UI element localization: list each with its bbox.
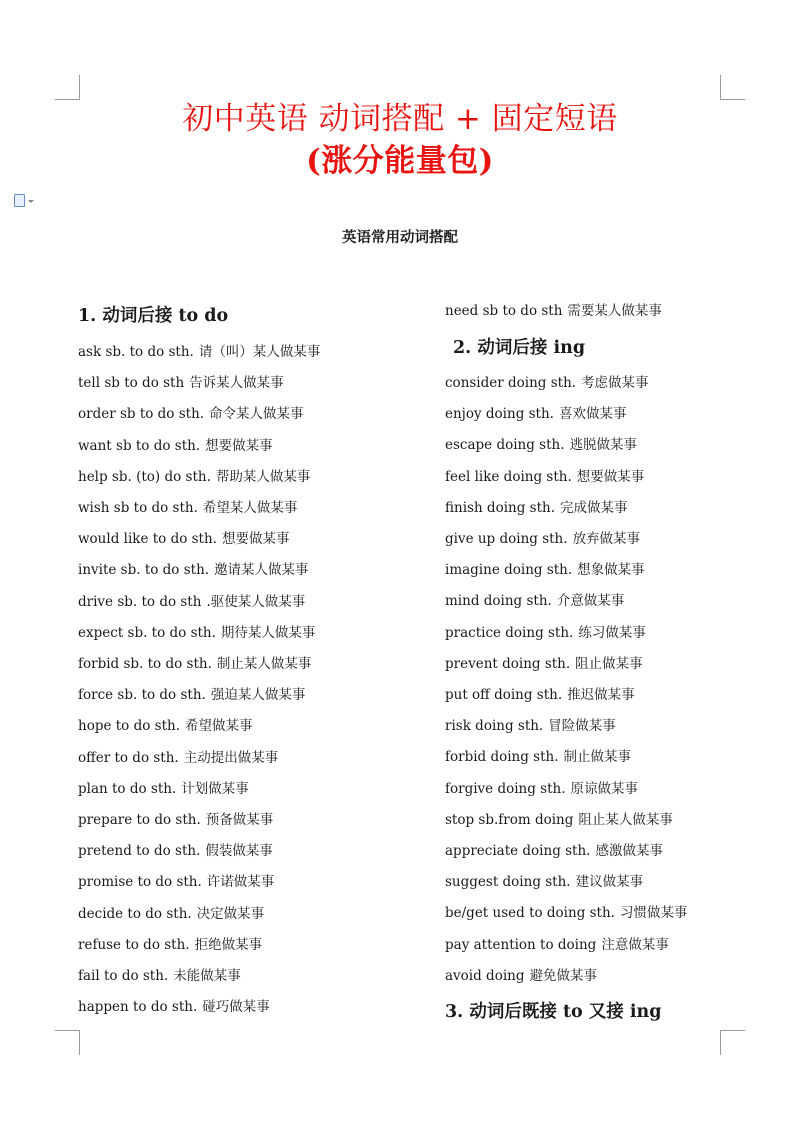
entry-meaning: 喜欢做某事 <box>558 406 627 423</box>
list-item <box>445 748 631 766</box>
list-item <box>78 749 278 767</box>
entry-phrase: pay attention to doing <box>445 936 597 953</box>
entry-phrase: put off doing sth. <box>445 687 563 703</box>
entry-phrase: fail to do sth. <box>78 968 169 984</box>
section-heading-3: 3. 动词后既接 to 又接 ing <box>445 1002 662 1022</box>
list-item <box>78 437 273 455</box>
entry-meaning: .驱使某人做某事 <box>206 593 306 610</box>
page-corner-mark-top-left <box>55 75 80 100</box>
list-item <box>445 780 638 798</box>
list-item <box>78 343 320 361</box>
entry-phrase: suggest doing sth. <box>445 874 571 891</box>
entry-phrase: promise to do sth. <box>78 874 202 891</box>
list-item <box>445 904 687 922</box>
section-heading-1: 1. 动词后接 to do <box>78 306 229 326</box>
entry-meaning: 放弃做某事 <box>572 531 641 547</box>
list-item <box>445 967 597 985</box>
entry-phrase: forbid sb. to do sth. <box>78 656 212 672</box>
document-title-line2: (涨分能量包) <box>306 143 494 179</box>
entry-phrase: prepare to do sth. <box>78 812 201 828</box>
entry-meaning: 推迟做某事 <box>567 687 635 703</box>
list-item <box>445 530 640 548</box>
entry-phrase: enjoy doing sth. <box>445 406 554 423</box>
list-item <box>78 405 304 423</box>
entry-phrase: expect sb. to do sth. <box>78 624 216 641</box>
entry-phrase: decide to do sth. <box>78 905 192 922</box>
entry-phrase: imagine doing sth. <box>445 562 573 579</box>
entry-phrase: hope to do sth. <box>78 718 180 735</box>
entry-phrase: order sb to do sth. <box>78 406 205 423</box>
list-item <box>78 655 311 673</box>
entry-meaning: 需要某人做某事 <box>567 303 662 319</box>
entry-meaning: 碰巧做某事 <box>202 999 270 1016</box>
entry-phrase: refuse to do sth. <box>78 936 190 953</box>
entry-phrase: risk doing sth. <box>445 718 544 735</box>
list-item <box>445 811 673 829</box>
entry-meaning: 强迫某人做某事 <box>210 687 306 704</box>
page-corner-mark-top-right <box>720 75 745 100</box>
page-corner-mark-bottom-right <box>720 1030 745 1055</box>
entry-phrase: forgive doing sth. <box>445 780 566 797</box>
entry-meaning: 请（叫）某人做某事 <box>198 344 321 360</box>
list-item <box>78 374 284 392</box>
list-item <box>78 593 305 611</box>
entry-phrase: be/get used to doing sth. <box>445 905 615 922</box>
list-item <box>445 405 626 423</box>
list-item <box>445 655 643 673</box>
list-item <box>445 936 669 954</box>
entry-meaning: 感激做某事 <box>595 843 663 859</box>
entry-meaning: 考虑做某事 <box>581 375 649 391</box>
entry-meaning: 计划做某事 <box>181 780 249 797</box>
list-item <box>78 499 297 517</box>
entry-meaning: 制止某人做某事 <box>216 656 312 672</box>
entry-phrase: help sb. (to) do sth. <box>78 468 211 485</box>
list-item <box>78 624 315 642</box>
list-item <box>78 905 264 923</box>
entry-meaning: 告诉某人做某事 <box>189 375 284 392</box>
page-corner-mark-bottom-left <box>55 1030 80 1055</box>
entry-meaning: 建议做某事 <box>575 874 644 891</box>
entry-meaning: 未能做某事 <box>173 968 241 984</box>
entry-phrase: need sb to do sth <box>445 303 563 319</box>
list-item <box>78 561 309 579</box>
entry-meaning: 制止做某事 <box>563 749 632 766</box>
entry-phrase: stop sb.from doing <box>445 811 574 828</box>
entry-phrase: tell sb to do sth <box>78 375 185 392</box>
document-title-line1: 初中英语 动词搭配 + 固定短语 <box>182 101 618 137</box>
list-item <box>445 499 627 517</box>
list-item <box>445 468 644 486</box>
list-item <box>78 530 289 548</box>
entry-meaning: 假装做某事 <box>205 843 273 860</box>
list-item <box>78 717 253 735</box>
entry-phrase: pretend to do sth. <box>78 843 201 860</box>
list-item <box>78 967 241 985</box>
list-item <box>78 998 270 1016</box>
list-item <box>78 842 273 860</box>
entry-meaning: 冒险做某事 <box>548 718 616 735</box>
entry-meaning: 想要做某事 <box>205 437 273 454</box>
list-item <box>78 936 262 954</box>
entry-meaning: 拒绝做某事 <box>194 936 263 953</box>
entry-meaning: 想象做某事 <box>577 562 645 579</box>
list-item <box>78 780 249 798</box>
entry-meaning: 习惯做某事 <box>619 905 688 922</box>
entry-phrase: force sb. to do sth. <box>78 687 206 704</box>
entry-phrase: want sb to do sth. <box>78 437 201 454</box>
entry-meaning: 决定做某事 <box>196 905 265 922</box>
entry-phrase: drive sb. to do sth <box>78 593 202 610</box>
entry-phrase: escape doing sth. <box>445 437 565 454</box>
list-item <box>445 717 616 735</box>
list-item <box>445 624 646 642</box>
list-item <box>445 374 649 392</box>
section-heading-2: 2. 动词后接 ing <box>453 338 586 358</box>
entry-phrase: invite sb. to do sth. <box>78 562 210 579</box>
entry-meaning: 期待某人做某事 <box>220 624 316 641</box>
entry-meaning: 希望某人做某事 <box>202 500 298 516</box>
list-item <box>445 436 637 454</box>
list-item <box>445 561 645 579</box>
list-item <box>78 468 310 486</box>
list-item <box>78 811 273 829</box>
entry-meaning: 原谅做某事 <box>570 780 638 797</box>
entry-meaning: 想要做某事 <box>221 531 290 548</box>
entry-phrase: finish doing sth. <box>445 499 555 516</box>
entry-meaning: 命令某人做某事 <box>209 406 304 423</box>
entry-meaning: 邀请某人做某事 <box>214 562 309 579</box>
entry-phrase: consider doing sth. <box>445 375 577 391</box>
entry-meaning: 阻止做某事 <box>575 655 643 672</box>
entry-phrase: wish sb to do sth. <box>78 500 198 516</box>
entry-phrase: would like to do sth. <box>78 531 217 548</box>
entry-phrase: give up doing sth. <box>445 531 568 547</box>
entry-phrase: practice doing sth. <box>445 624 574 641</box>
entry-phrase: feel like doing sth. <box>445 468 572 485</box>
entry-meaning: 练习做某事 <box>578 624 646 641</box>
list-item <box>445 686 635 704</box>
entry-phrase: prevent doing sth. <box>445 655 571 672</box>
entry-meaning: 完成做某事 <box>559 499 628 516</box>
entry-meaning: 想要做某事 <box>576 468 645 485</box>
entry-phrase: mind doing sth. <box>445 593 552 610</box>
list-item <box>445 873 643 891</box>
entry-meaning: 阻止某人做某事 <box>578 811 673 828</box>
list-item <box>78 686 305 704</box>
list-item <box>445 842 663 860</box>
document-subtitle: 英语常用动词搭配 <box>342 229 458 246</box>
entry-phrase: ask sb. to do sth. <box>78 344 194 360</box>
entry-meaning: 主动提出做某事 <box>183 749 279 766</box>
entry-meaning: 介意做某事 <box>556 593 625 610</box>
entry-phrase: happen to do sth. <box>78 999 198 1016</box>
entry-meaning: 预备做某事 <box>205 812 274 828</box>
entry-phrase: avoid doing <box>445 967 525 984</box>
paragraph-marker-icon[interactable] <box>14 194 25 207</box>
list-item <box>445 302 662 320</box>
entry-phrase: forbid doing sth. <box>445 749 559 766</box>
entry-phrase: appreciate doing sth. <box>445 843 591 859</box>
entry-phrase: plan to do sth. <box>78 780 177 797</box>
list-item <box>78 873 274 891</box>
entry-meaning: 许诺做某事 <box>206 874 275 891</box>
entry-meaning: 避免做某事 <box>529 967 597 984</box>
entry-meaning: 帮助某人做某事 <box>215 468 311 485</box>
entry-meaning: 希望做某事 <box>185 718 253 735</box>
list-item <box>445 592 624 610</box>
entry-phrase: offer to do sth. <box>78 749 179 766</box>
entry-meaning: 注意做某事 <box>601 936 669 953</box>
entry-meaning: 逃脱做某事 <box>569 437 638 454</box>
